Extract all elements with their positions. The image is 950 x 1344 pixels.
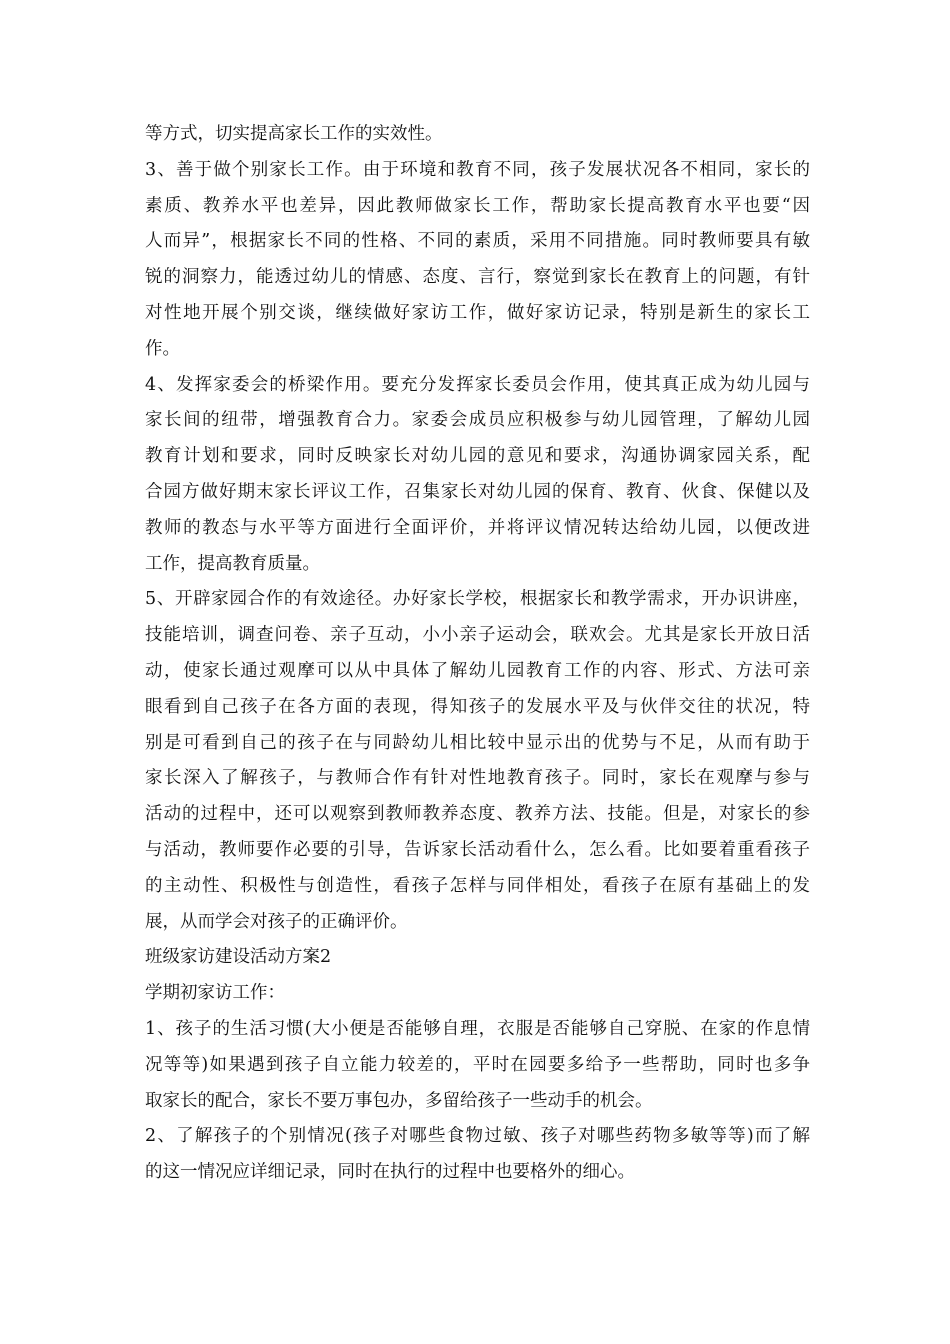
text-line: 1、孩子的生活习惯(大小便是否能够自理，衣服是否能够自己穿脱、在家的作息情 — [145, 1018, 810, 1039]
text-line: 3、善于做个别家长工作。由于环境和教育不同，孩子发展状况各不相同，家长的 — [145, 159, 810, 180]
text-line: 别是可看到自己的孩子在与同龄幼儿相比较中显示出的优势与不足，从而有助于 — [145, 732, 810, 753]
text-line: 合园方做好期末家长评议工作，召集家长对幼儿园的保育、教育、伙食、保健以及 — [145, 481, 810, 502]
text-line: 教师的教态与水平等方面进行全面评价，并将评议情况转达给幼儿园，以便改进 — [145, 517, 810, 538]
text-line: 锐的洞察力，能透过幼儿的情感、态度、言行，察觉到家长在教育上的问题，有针 — [145, 267, 810, 288]
text-line: 况等等)如果遇到孩子自立能力较差的，平时在园要多给予一些帮助，同时也多争 — [145, 1054, 810, 1075]
text-line: 与活动，教师要作必要的引导，告诉家长活动看什么，怎么看。比如要着重看孩子 — [145, 839, 810, 860]
text-line: 技能培训，调查问卷、亲子互动，小小亲子运动会，联欢会。尤其是家长开放日活 — [145, 625, 810, 646]
document-page — [145, 117, 810, 1191]
text-line: 的这一情况应详细记录，同时在执行的过程中也要格外的细心。 — [145, 1162, 635, 1183]
text-line: 眼看到自己孩子在各方面的表现，得知孩子的发展水平及与伙伴交往的状况，特 — [145, 696, 810, 717]
text-line: 家长间的纽带，增强教育合力。家委会成员应积极参与幼儿园管理，了解幼儿园 — [145, 410, 810, 431]
text-line: 展，从而学会对孩子的正确评价。 — [145, 911, 408, 932]
text-line: 等方式，切实提高家长工作的实效性。 — [145, 124, 443, 144]
text-line: 学期初家访工作： — [145, 983, 285, 1004]
text-line: 人而异”，根据家长不同的性格、不同的素质，采用不同措施。同时教师要具有敏 — [145, 231, 810, 252]
text-line: 动，使家长通过观摩可以从中具体了解幼儿园教育工作的内容、形式、方法可亲 — [145, 660, 810, 681]
text-line: 作。 — [145, 338, 180, 359]
text-line: 教育计划和要求，同时反映家长对幼儿园的意见和要求，沟通协调家园关系，配 — [145, 446, 810, 467]
text-line: 家长深入了解孩子，与教师合作有针对性地教育孩子。同时，家长在观摩与参与 — [145, 768, 810, 789]
text-line: 班级家访建设活动方案2 — [145, 947, 332, 968]
text-line: 对性地开展个别交谈，继续做好家访工作，做好家访记录，特别是新生的家长工 — [145, 302, 810, 323]
text-line: 活动的过程中，还可以观察到教师教养态度、教养方法、技能。但是，对家长的参 — [145, 804, 810, 825]
text-line: 取家长的配合，家长不要万事包办，多留给孩子一些动手的机会。 — [145, 1090, 653, 1111]
text-line: 工作，提高教育质量。 — [145, 553, 320, 574]
text-line: 2、了解孩子的个别情况(孩子对哪些食物过敏、孩子对哪些药物多敏等等)而了解 — [145, 1126, 810, 1147]
text-line: 的主动性、积极性与创造性，看孩子怎样与同伴相处，看孩子在原有基础上的发 — [145, 875, 810, 896]
text-line: 4、发挥家委会的桥梁作用。要充分发挥家长委员会作用，使其真正成为幼儿园与 — [145, 374, 810, 395]
text-line: 5、开辟家园合作的有效途径。办好家长学校，根据家长和教学需求，开办识讲座， — [145, 589, 810, 610]
text-line: 素质、教养水平也差异，因此教师做家长工作，帮助家长提高教育水平也要“因 — [145, 195, 810, 216]
